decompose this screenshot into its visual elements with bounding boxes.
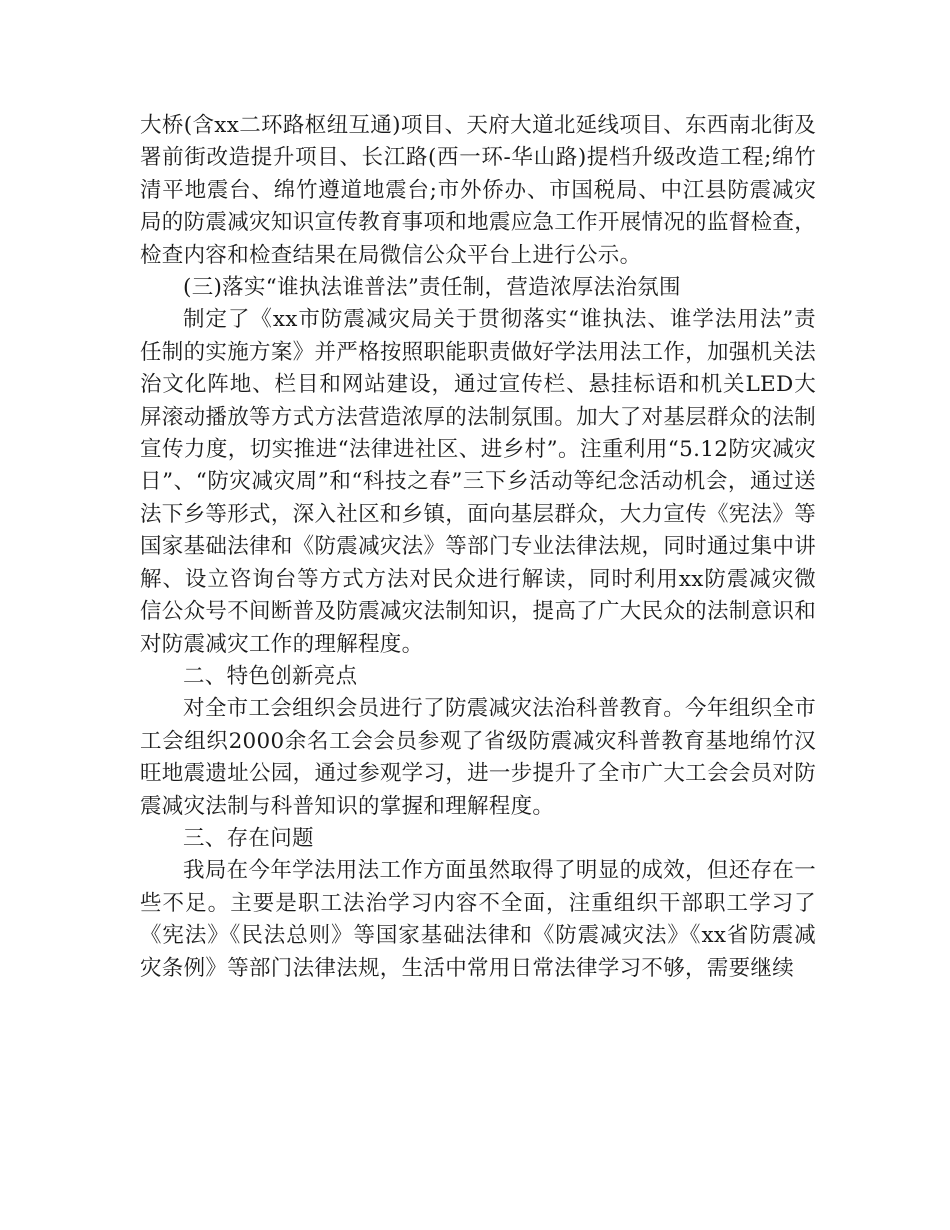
section-heading-existing-problems: 三、存在问题	[183, 825, 314, 851]
paragraph-inspection-continued: 大桥(含xx二环路枢纽互通)项目、天府大道北延线项目、东西南北街及署前街改造提升项目、长江路(西一环-华山路)提档升级改造工程;绵竹清平地震台、绵竹遵道地震台;市外侨办、市国税局、中江县防震减灾局的防震减灾知识宣传教育事项和地震应急工作开展情况的监督检查，检查内容和检查结果在局微信公众平台上进行公示。	[140, 113, 816, 268]
paragraph-union-education: 对全市工会组织会员进行了防震减灾法治科普教育。今年组织全市工会组织2000余名工会会员参观了省级防震减灾科普教育基地绵竹汉旺地震遗址公园，通过参观学习，进一步提升了全市广大工会会员对防震减灾法制与科普知识的掌握和理解程度。	[140, 696, 816, 819]
section-heading-innovation-highlights: 二、特色创新亮点	[183, 663, 358, 689]
document-body	[140, 110, 816, 985]
paragraph-implementation-plan: 制定了《xx市防震减灾局关于贯彻落实“谁执法、谁学法用法”责任制的实施方案》并严格按照职能职责做好学法用法工作，加强机关法治文化阵地、栏目和网站建设，通过宣传栏、悬挂标语和机关LED大屏滚动播放等方式方法营造浓厚的法制氛围。加大了对基层群众的法制宣传力度，切实推进“法律进社区、进乡村”。注重利用“5.12防灾减灾日”、“防灾减灾周”和“科技之春”三下乡活动等纪念活动机会，通过送法下乡等形式，深入社区和乡镇，面向基层群众，大力宣传《宪法》等国家基础法律和《防震减灾法》等部门专业法律法规，同时通过集中讲解、设立咨询台等方式方法对民众进行解读，同时利用xx防震减灾微信公众号不间断普及防震减灾法制知识，提高了广大民众的法制意识和对防震减灾工作的理解程度。	[140, 307, 816, 657]
section-heading-responsibility-system: (三)落实“谁执法谁普法”责任制，营造浓厚法治氛围	[183, 275, 681, 301]
paragraph-shortcomings: 我局在今年学法用法工作方面虽然取得了明显的成效，但还存在一些不足。主要是职工法治学习内容不全面，注重组织干部职工学习了《宪法》《民法总则》等国家基础法律和《防震减灾法》《xx省防震减灾条例》等部门法律法规，生活中常用日常法律学习不够，需要继续	[140, 858, 816, 981]
